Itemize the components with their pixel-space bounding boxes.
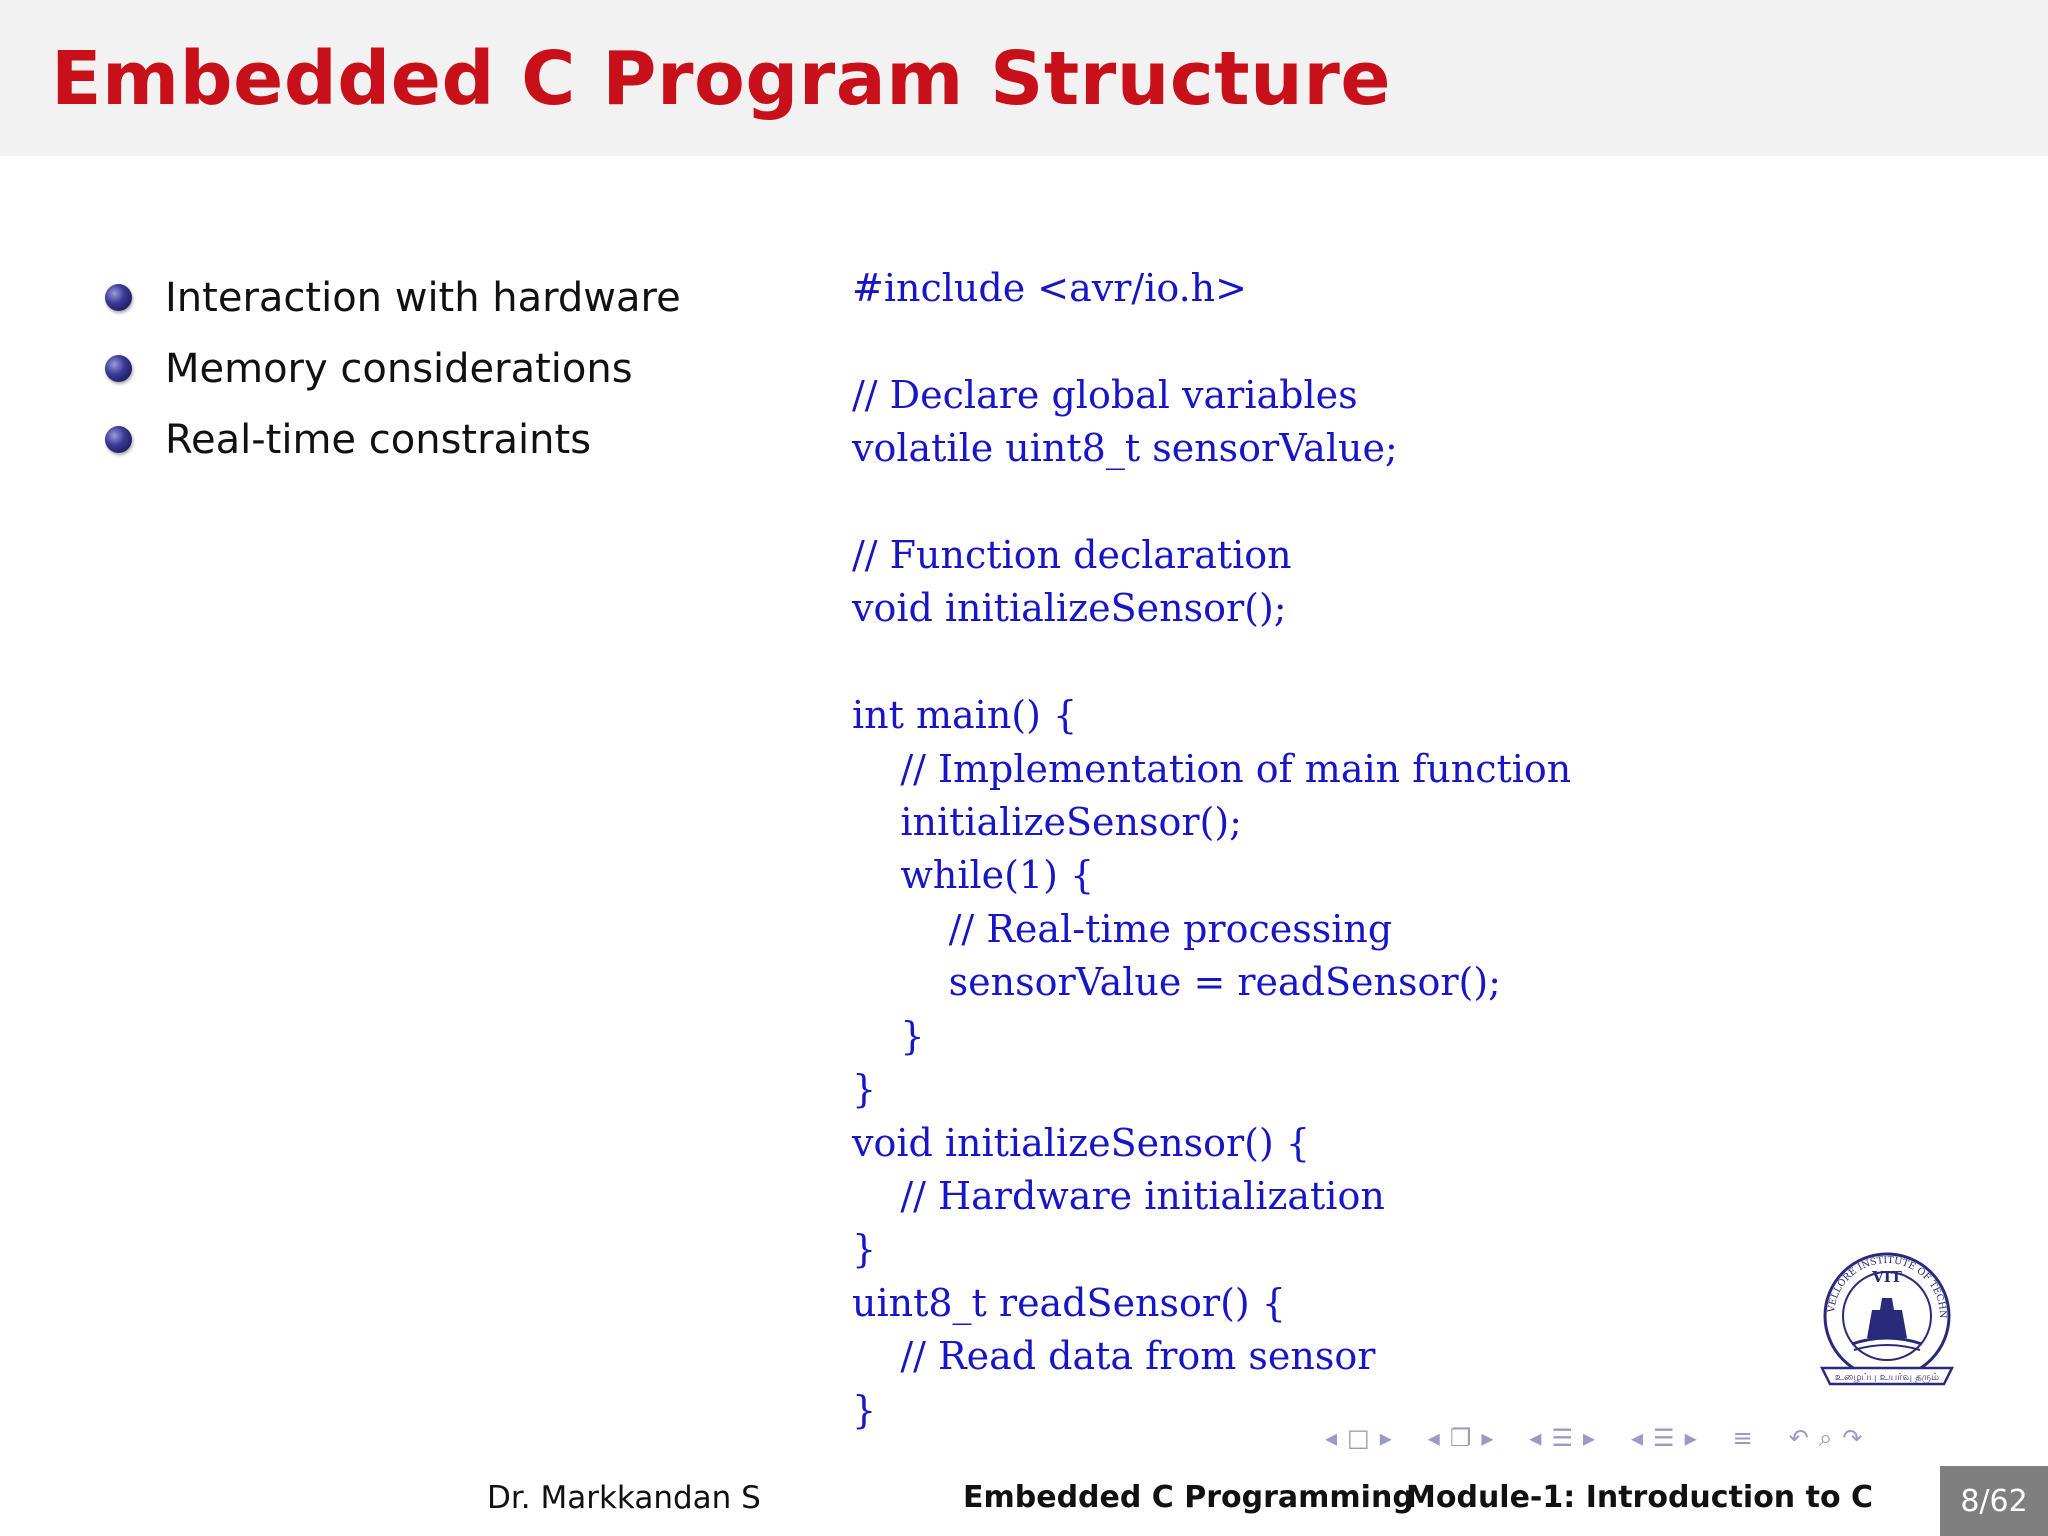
vit-seal-icon — [1812, 1248, 1962, 1408]
section-icon[interactable]: ☰ — [1551, 1424, 1573, 1452]
code-block: #include <avr/io.h> // Declare global variables volatile uint8_t sensorValue; // Function declaration void initializeSensor(); int main() { // Implementation of main function initializeSensor(); while(1) { // Real-time processing sensorValue = readSensor(); } } void initializeSensor() { // Hardware initialization } uint8_t readSensor() { // Read data from sensor } — [852, 266, 1572, 1432]
nav-right-icon[interactable]: ▸ — [1481, 1424, 1494, 1452]
bullet-item — [105, 333, 681, 404]
title-bar — [0, 0, 2048, 156]
page-number: 8/62 — [1940, 1466, 2048, 1536]
bullet-icon — [105, 284, 132, 311]
bullet-text: Real-time constraints — [165, 416, 592, 463]
vit-logo — [1812, 1248, 1962, 1412]
nav-left-icon[interactable]: ◂ — [1325, 1424, 1338, 1452]
footer — [0, 1466, 2048, 1536]
subsection-icon[interactable]: ❐ — [1449, 1424, 1472, 1452]
nav-right-icon[interactable]: ▸ — [1684, 1424, 1697, 1452]
doc-icon[interactable]: ☰ — [1653, 1424, 1675, 1452]
frame-icon[interactable]: □ — [1347, 1424, 1370, 1452]
logo-motto: உழைப்பு உயர்வு தரும் — [1834, 1372, 1940, 1383]
bullet-text: Memory considerations — [165, 345, 633, 392]
nav-left-icon[interactable]: ◂ — [1427, 1424, 1440, 1452]
bullet-icon — [105, 355, 132, 382]
nav-left-icon[interactable]: ◂ — [1529, 1424, 1542, 1452]
bullet-list — [105, 262, 681, 475]
appendix-icon[interactable]: ≡ — [1732, 1424, 1753, 1452]
slide-title: Embedded C Program Structure — [51, 36, 1392, 122]
nav-left-icon[interactable]: ◂ — [1631, 1424, 1644, 1452]
footer-course: Embedded C Programming — [963, 1480, 1414, 1515]
forward-icon[interactable]: ↷ — [1842, 1424, 1863, 1452]
footer-author: Dr. Markkandan S — [487, 1480, 761, 1516]
bullet-item — [105, 262, 681, 333]
search-icon[interactable]: ⌕ — [1818, 1424, 1833, 1452]
nav-right-icon[interactable]: ▸ — [1379, 1424, 1392, 1452]
logo-abbr: VIT — [1872, 1268, 1902, 1286]
bullet-icon — [105, 426, 132, 453]
footer-module: Module-1: Introduction to C — [1406, 1480, 1874, 1515]
logo-ring-text: VELLORE INSTITUTE OF TECHN — [1826, 1254, 1949, 1319]
bullet-item — [105, 404, 681, 475]
nav-right-icon[interactable]: ▸ — [1582, 1424, 1595, 1452]
bullet-text: Interaction with hardware — [165, 274, 681, 321]
beamer-navigation — [1320, 1420, 1867, 1456]
back-icon[interactable]: ↶ — [1788, 1424, 1809, 1452]
